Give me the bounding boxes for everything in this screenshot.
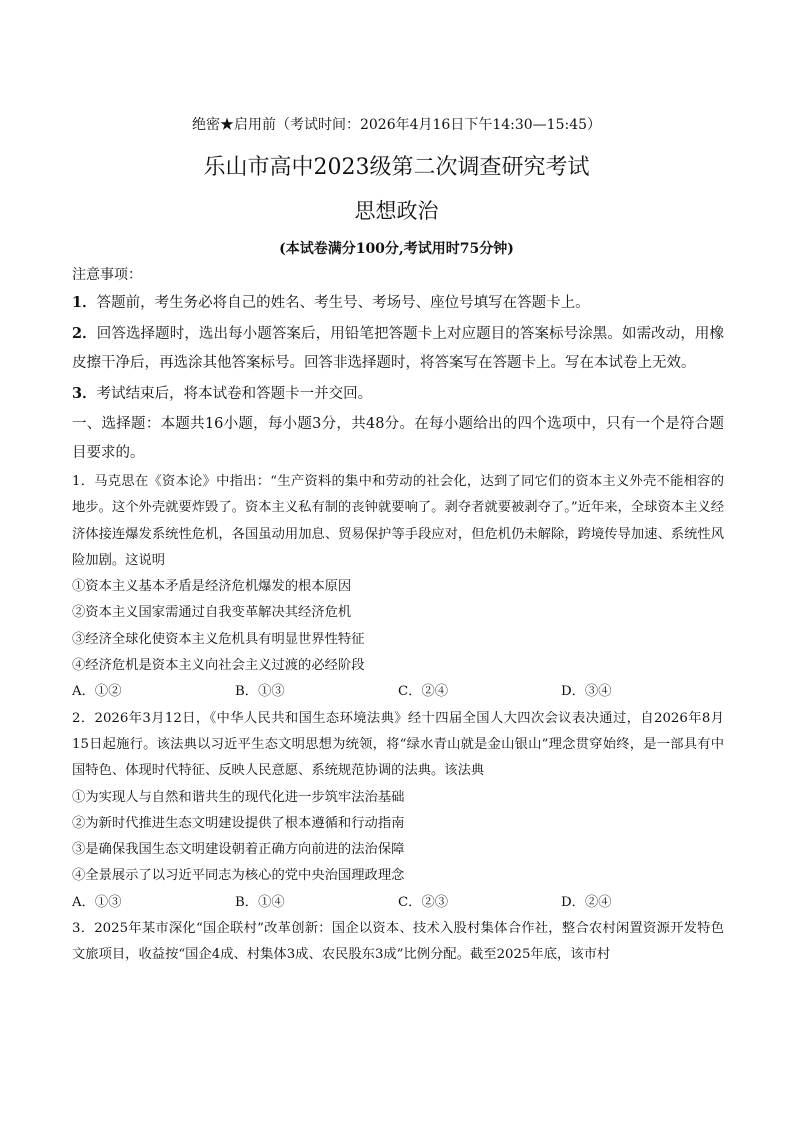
choice-a: A．①② bbox=[72, 684, 122, 700]
choice-d: D．②④ bbox=[561, 894, 612, 910]
question-1-choices bbox=[72, 679, 724, 705]
question-1-statement: ③经济全球化使资本主义危机具有明显世界性特征 bbox=[72, 631, 365, 647]
question-2-choices bbox=[72, 890, 724, 916]
notice-item bbox=[72, 288, 724, 318]
score-note: (本试卷满分100分,考试用时75分钟) bbox=[279, 241, 514, 257]
choice-d: D．③④ bbox=[561, 684, 612, 700]
choice-a: A．①③ bbox=[72, 894, 122, 910]
notice-text: 答题前，考生务必将自己的姓名、考生号、考场号、座位号填写在答题卡上。 bbox=[96, 295, 590, 311]
notice-item bbox=[72, 319, 724, 378]
exam-content bbox=[72, 262, 724, 969]
notice-number: 2． bbox=[72, 325, 97, 342]
question-1-stem: 1．马克思在《资本论》中指出：“生产资料的集中和劳动的社会化，达到了同它们的资本主义外壳不能相容的地步。这个外壳就要炸毁了。资本主义私有制的丧钟就要响了。剥夺者就要被剥夺了。”近年来，全球资本主义经济体接连爆发系统性危机，各国虽动用加息、贸易保护等手段应对，但危机仍未解除，跨境传导加速、系统性风险加剧。这说明 bbox=[72, 474, 724, 568]
question-2-statement: ②为新时代推进生态文明建设提供了根本遵循和行动指南 bbox=[72, 815, 405, 831]
choice-c: C．②④ bbox=[398, 684, 449, 700]
question-1-statement: ④经济危机是资本主义向社会主义过渡的必经阶段 bbox=[72, 658, 365, 674]
question-1-statement: ①资本主义基本矛盾是经济危机爆发的根本原因 bbox=[72, 579, 352, 595]
notice-text: 回答选择题时，选出每小题答案后，用铅笔把答题卡上对应题目的答案标号涂黑。如需改动，用橡皮擦干净后，再选涂其他答案标号。回答非选择题时，将答案写在答题卡上。写在本试卷上无效。 bbox=[72, 326, 725, 371]
question-2-statement: ④全景展示了以习近平同志为核心的党中央治国理政理念 bbox=[72, 868, 405, 884]
subject-title: 思想政治 bbox=[354, 199, 439, 223]
section-heading: 一、选择题：本题共16小题，每小题3分，共48分。在每小题给出的四个选项中，只有一个是符合题目要求的。 bbox=[72, 416, 724, 461]
confidential-line: 绝密★启用前（考试时间：2026年4月16日下午14:30—15:45） bbox=[191, 117, 602, 133]
exam-title: 乐山市高中2023级第二次调查研究考试 bbox=[203, 155, 590, 180]
question-1-statement: ②资本主义国家需通过自我变革解决其经济危机 bbox=[72, 605, 352, 621]
notice-heading: 注意事项： bbox=[72, 267, 142, 283]
choice-b: B．①③ bbox=[235, 684, 285, 700]
notice-number: 1． bbox=[72, 294, 97, 311]
notice-item bbox=[72, 379, 724, 409]
question-2-statement: ①为实现人与自然和谐共生的现代化进一步筑牢法治基础 bbox=[72, 789, 405, 805]
question-3-stem: 3．2025年某市深化“国企联村”改革创新：国企以资本、技术入股村集体合作社，整合农村闲置资源开发特色文旅项目，收益按“国企4成、村集体3成、农民股东3成”比例分配。截至2025年底，该市村 bbox=[72, 921, 724, 963]
notice-number: 3． bbox=[72, 385, 97, 402]
question-2-stem: 2．2026年3月12日，《中华人民共和国生态环境法典》经十四届全国人大四次会议表决通过，自2026年8月15日起施行。该法典以习近平生态文明思想为统领，将“绿水青山就是金山银山”理念贯穿始终，是一部具有中国特色、体现时代特征、反映人民意愿、系统规范协调的法典。该法典 bbox=[72, 710, 724, 779]
question-2-statement: ③是确保我国生态文明建设朝着正确方向前进的法治保障 bbox=[72, 842, 405, 858]
choice-c: C．②③ bbox=[398, 894, 449, 910]
notice-text: 考试结束后，将本试卷和答题卡一并交回。 bbox=[96, 386, 373, 402]
choice-b: B．①④ bbox=[235, 894, 285, 910]
